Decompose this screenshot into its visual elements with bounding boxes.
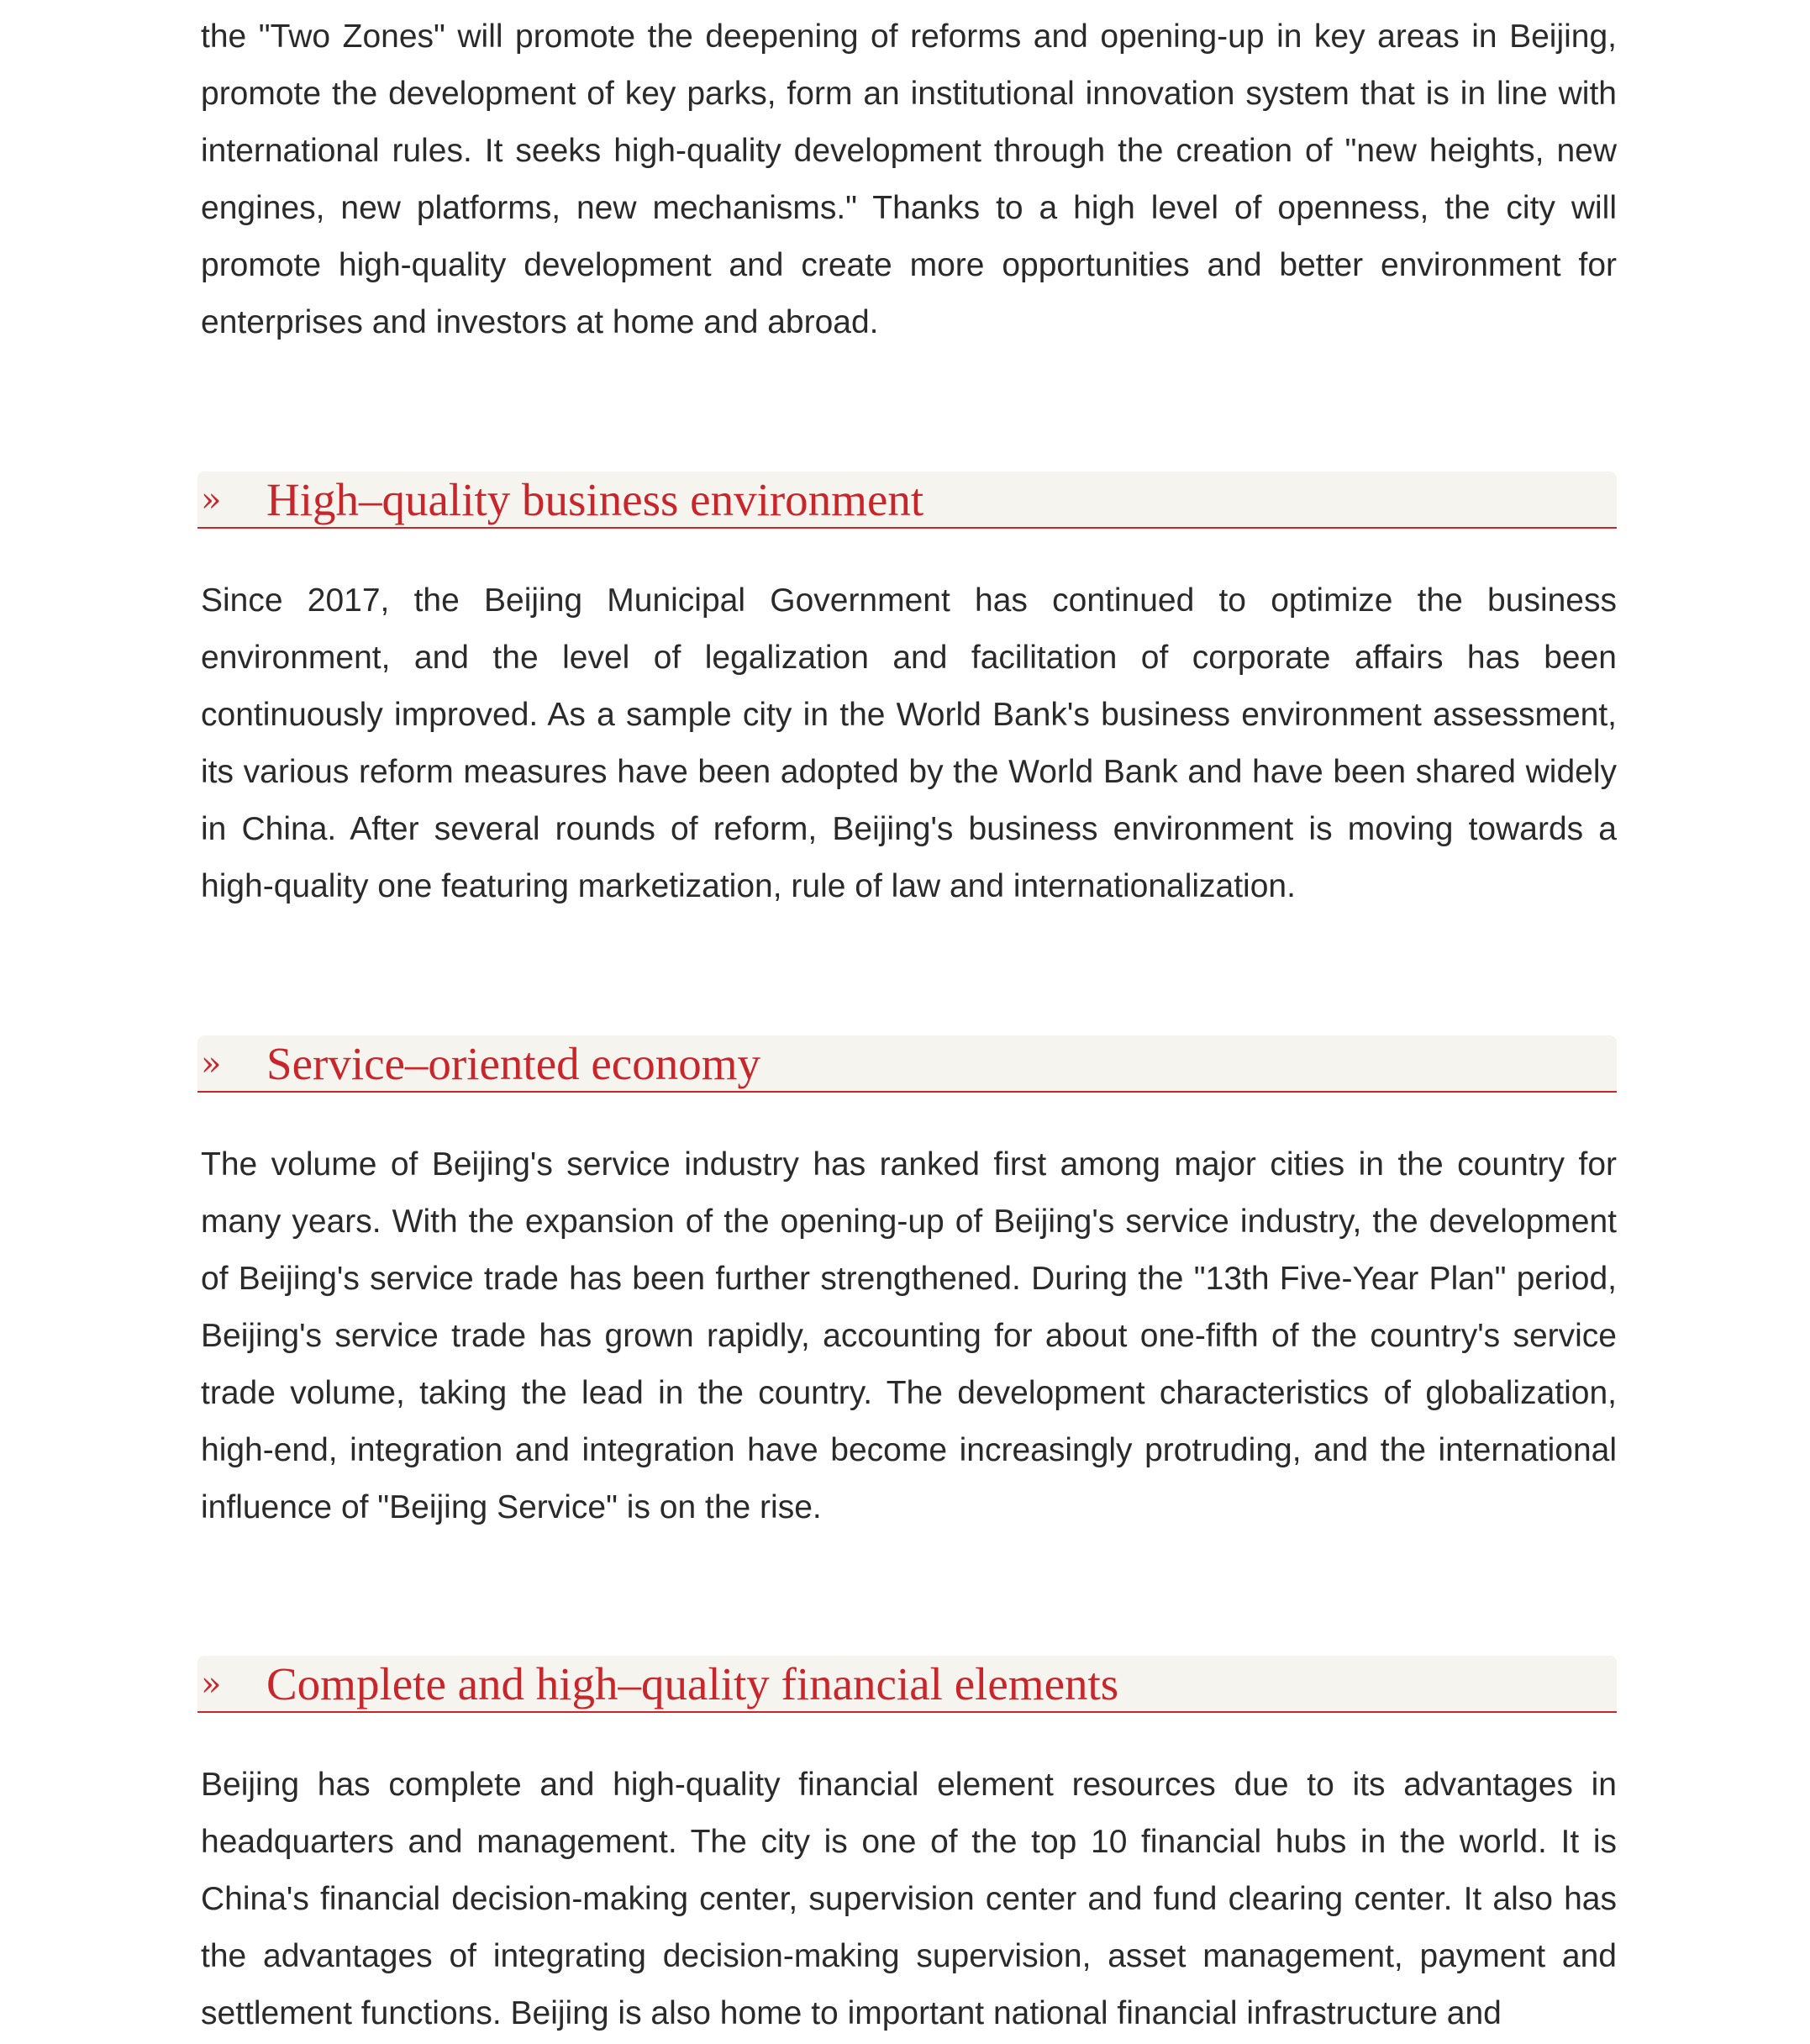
section-heading-service-economy	[197, 1035, 1617, 1093]
financial-elements-paragraph: Beijing has complete and high-quality financial element resources due to its advantages in headquarters and management. The city is one of the top 10 financial hubs in the world. It is China's financial decision-making center, supervision center and fund clearing center. It also has the advantages of integrating decision-making supervision, asset management, payment and settlement functions. Beijing is also home to important national financial infrastructure and	[201, 1767, 1617, 2031]
section-title: Service–oriented economy	[266, 1038, 760, 1089]
double-chevron-icon: »	[201, 481, 222, 519]
double-chevron-icon: »	[201, 1045, 222, 1083]
service-economy-paragraph: The volume of Beijing's service industry has ranked first among major cities in the country for many years. With the expansion of the opening-up of Beijing's service industry, the development of Beijing's service trade has been further strengthened. During the "13th Five-Year Plan" period, Beijing's service trade has grown rapidly, accounting for about one-fifth of the country's service trade volume, taking the lead in the country. The development characteristics of globalization, high-end, integration and integration have become increasingly protruding, and the international influence of "Beijing Service" is on the rise.	[201, 1146, 1617, 1525]
section-heading-financial-elements	[197, 1656, 1617, 1713]
section-heading-business-environment	[197, 471, 1617, 529]
intro-paragraph: the "Two Zones" will promote the deepening of reforms and opening-up in key areas in Beijing, promote the development of key parks, form an institutional innovation system that is in line with international rules. It seeks high-quality development through the creation of "new heights, new engines, new platforms, new mechanisms." Thanks to a high level of openness, the city will promote high-quality development and create more opportunities and better environment for enterprises and investors at home and abroad.	[201, 18, 1617, 340]
double-chevron-icon: »	[201, 1665, 222, 1704]
section-title: High–quality business environment	[266, 474, 924, 525]
business-environment-paragraph: Since 2017, the Beijing Municipal Government has continued to optimize the business environment, and the level of legalization and facilitation of corporate affairs has been continuously improved. As a sample city in the World Bank's business environment assessment, its various reform measures have been adopted by the World Bank and have been shared widely in China. After several rounds of reform, Beijing's business environment is moving towards a high-quality one featuring marketization, rule of law and internationalization.	[201, 582, 1617, 904]
section-title: Complete and high–quality financial elements	[266, 1658, 1119, 1709]
